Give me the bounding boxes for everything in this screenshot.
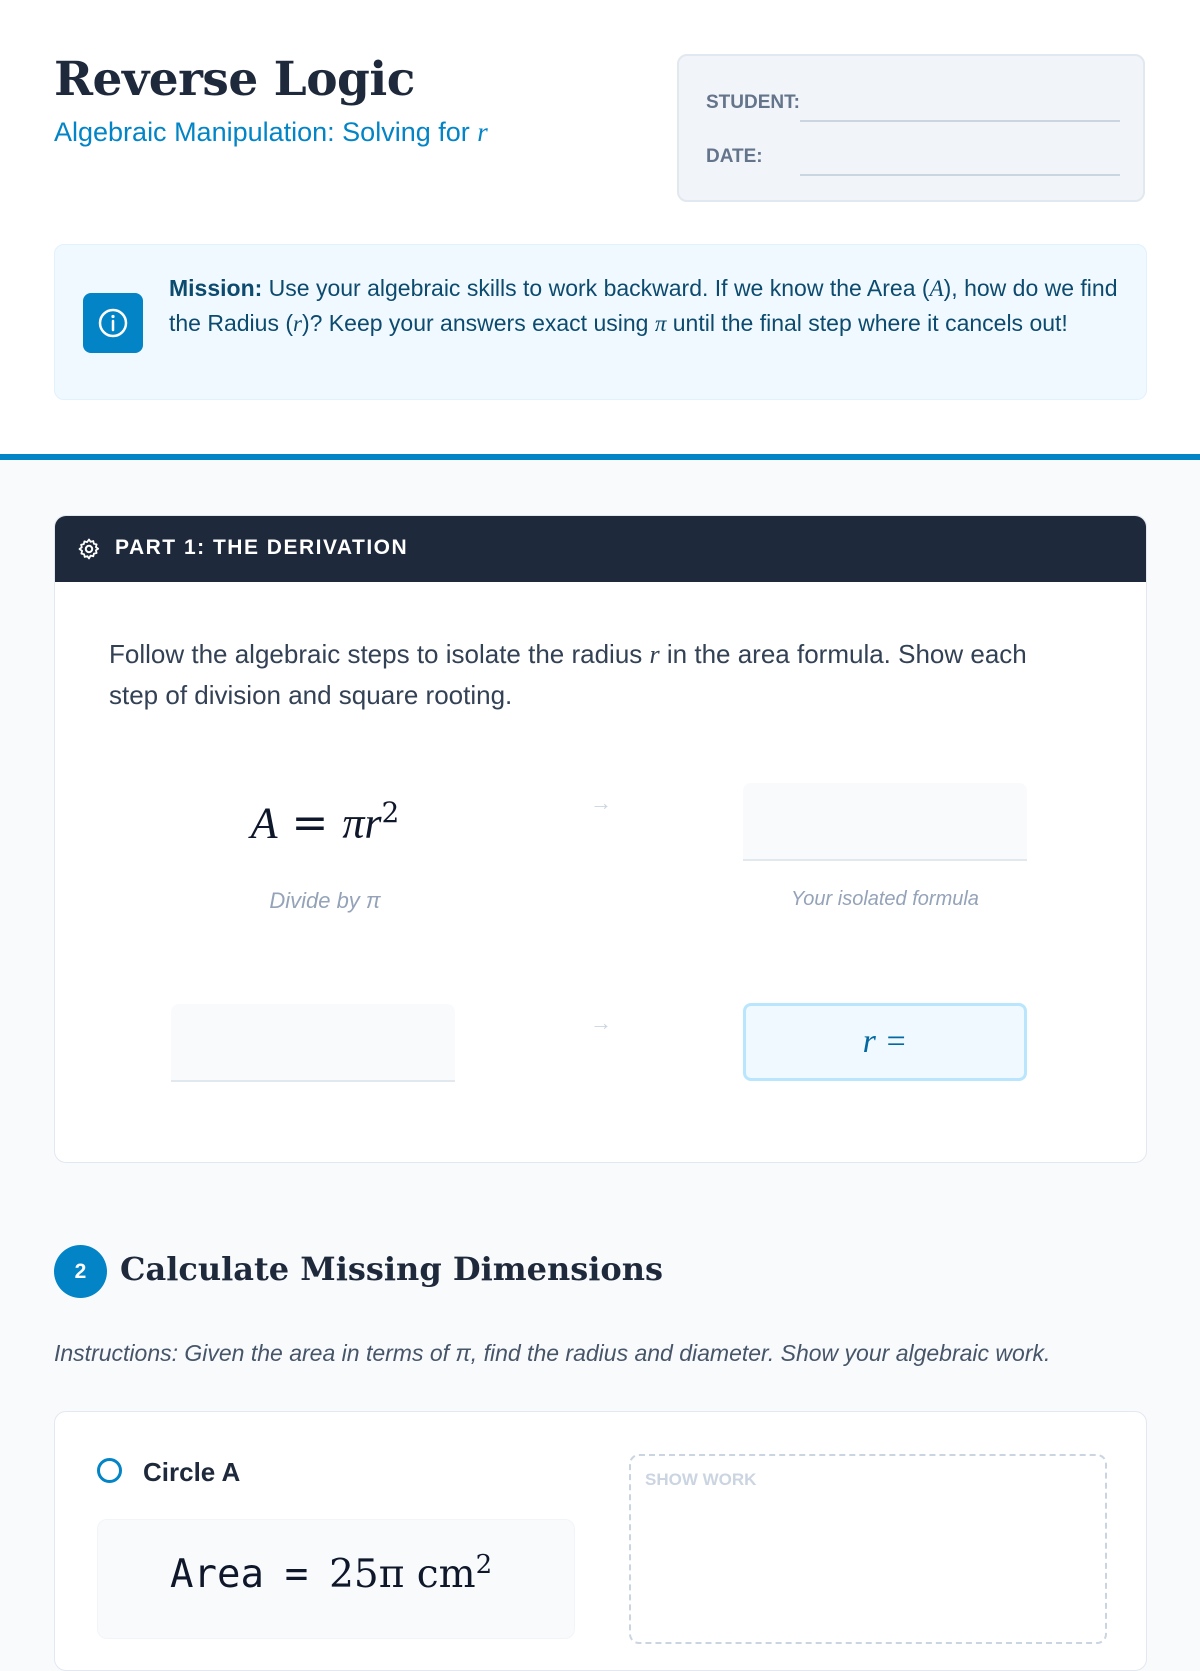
- mission-text-part: )? Keep your answers exact using: [301, 310, 649, 336]
- pi-symbol: π: [654, 311, 667, 336]
- var-a: A: [929, 276, 944, 301]
- section-number-badge: 2: [54, 1245, 107, 1298]
- arrow-icon: →: [590, 790, 612, 815]
- var-r: r: [293, 311, 302, 336]
- formula-pi: π: [342, 798, 365, 848]
- formula-lhs: A: [250, 798, 278, 848]
- area-equals: =: [284, 1552, 309, 1597]
- mission-text-part: until the final step where it cancels out!: [672, 310, 1068, 336]
- arrow-icon: →: [590, 1010, 612, 1035]
- area-formula: [235, 796, 415, 849]
- show-work-area[interactable]: [629, 1454, 1107, 1644]
- section2-title: Calculate Missing Dimensions: [120, 1250, 664, 1288]
- answer-prefix: r =: [862, 1023, 908, 1060]
- area-display: [97, 1519, 575, 1639]
- area-value: [170, 1550, 492, 1597]
- student-info-box: [677, 54, 1145, 202]
- formula-r: r: [364, 798, 382, 848]
- divide-caption: Divide by π: [269, 888, 381, 913]
- page-subtitle: [54, 117, 488, 148]
- mission-label: Mission:: [169, 275, 263, 301]
- formula-exponent: 2: [381, 796, 400, 829]
- part1-title: PART 1: THE DERIVATION: [115, 536, 409, 559]
- area-word: Area: [170, 1552, 264, 1597]
- circle-card: [54, 1411, 1147, 1671]
- mission-text-part: ), how do we find the Radius (: [169, 275, 1118, 336]
- subtitle-variable: r: [477, 117, 488, 147]
- part1-intro: [109, 634, 1069, 715]
- date-field[interactable]: [800, 174, 1120, 176]
- mission-text-part: Use your algebraic skills to work backward. If we know the Area (: [268, 275, 930, 301]
- section-divider: [0, 454, 1200, 460]
- part1-header: [55, 516, 1146, 582]
- gear-icon: [77, 537, 101, 561]
- radius-answer-input[interactable]: [743, 1003, 1027, 1081]
- formula-equals: =: [291, 797, 329, 849]
- isolated-caption: Your isolated formula: [791, 888, 979, 910]
- intro-variable: r: [649, 640, 660, 669]
- area-number: 25π cm: [329, 1552, 476, 1597]
- isolated-formula-input[interactable]: [743, 783, 1027, 861]
- student-name-field[interactable]: [800, 120, 1120, 122]
- circle-name: Circle A: [143, 1457, 241, 1487]
- part1-card: [54, 515, 1147, 1163]
- circle-radio[interactable]: [97, 1458, 122, 1483]
- show-work-label: SHOW WORK: [645, 1470, 757, 1489]
- date-label: DATE:: [706, 146, 763, 167]
- intro-text: Follow the algebraic steps to isolate the radius: [109, 639, 643, 669]
- mission-callout: [54, 244, 1147, 400]
- info-icon: [83, 293, 143, 353]
- subtitle-text: Algebraic Manipulation: Solving for: [54, 117, 470, 147]
- area-exponent: 2: [475, 1550, 493, 1580]
- section2-instructions: Instructions: Given the area in terms of π, find the radius and diameter. Show your algebraic work.: [54, 1340, 1051, 1366]
- mission-text: [169, 271, 1119, 341]
- page-title: Reverse Logic: [54, 52, 415, 107]
- intro-text: in the area formula. Show each step of division and square rooting.: [109, 639, 1027, 710]
- student-label: STUDENT:: [706, 92, 800, 113]
- step-input[interactable]: [171, 1004, 455, 1082]
